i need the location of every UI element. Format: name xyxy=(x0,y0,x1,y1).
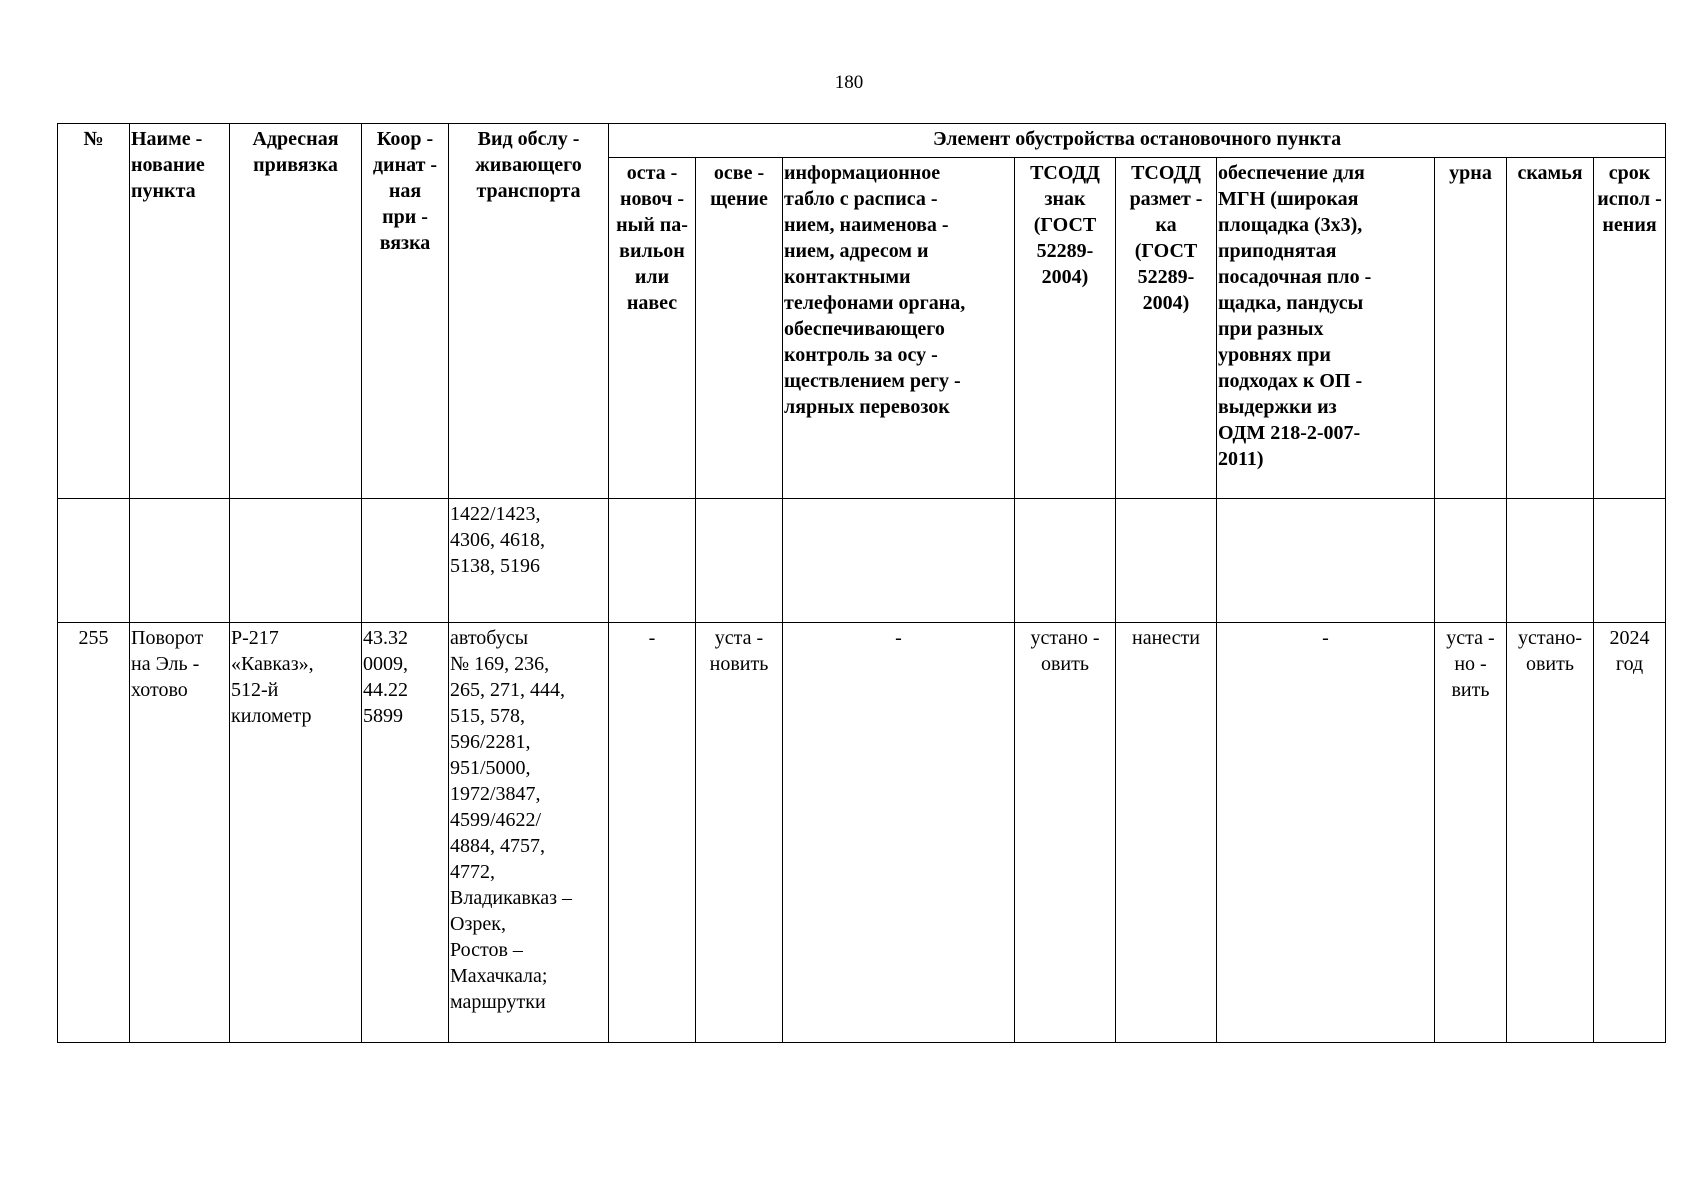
cell-mgn: - xyxy=(1217,623,1435,1043)
header-marking: ТСОДД размет - ка (ГОСТ 52289- 2004) xyxy=(1116,158,1217,499)
cell-marking: нанести xyxy=(1116,623,1217,1043)
cell-sign xyxy=(1015,499,1116,623)
cell-urn xyxy=(1435,499,1507,623)
cell-lighting xyxy=(696,499,783,623)
header-address: Адресная привязка xyxy=(230,124,362,499)
cell-transport: 1422/1423, 4306, 4618, 5138, 5196 xyxy=(449,499,609,623)
cell-marking xyxy=(1116,499,1217,623)
cell-deadline xyxy=(1594,499,1666,623)
cell-lighting: уста - новить xyxy=(696,623,783,1043)
cell-deadline: 2024 год xyxy=(1594,623,1666,1043)
cell-info-board: - xyxy=(783,623,1015,1043)
cell-bench: устано- овить xyxy=(1507,623,1594,1043)
cell-address: Р-217 «Кавказ», 512-й километр xyxy=(230,623,362,1043)
header-sign: ТСОДД знак (ГОСТ 52289- 2004) xyxy=(1015,158,1116,499)
header-no: № xyxy=(58,124,130,499)
header-transport: Вид обслу - живающего транспорта xyxy=(449,124,609,499)
cell-coords xyxy=(362,499,449,623)
cell-info-board xyxy=(783,499,1015,623)
header-lighting: осве - щение xyxy=(696,158,783,499)
cell-name xyxy=(130,499,230,623)
cell-address xyxy=(230,499,362,623)
header-mgn: обеспечение для МГН (широкая площадка (3х3), приподнятая посадочная пло - щадка, пандусы при разных уровнях при подходах к ОП - выдержки из ОДМ 218-2-007- 2011) xyxy=(1217,158,1435,499)
header-element-group: Элемент обустройства остановочного пункта xyxy=(609,124,1666,158)
cell-name: Поворот на Эль - хотово xyxy=(130,623,230,1043)
cell-urn: уста - но - вить xyxy=(1435,623,1507,1043)
header-row-1 xyxy=(58,124,1666,158)
cell-no: 255 xyxy=(58,623,130,1043)
header-bench: скамья xyxy=(1507,158,1594,499)
cell-sign: устано - овить xyxy=(1015,623,1116,1043)
table-row xyxy=(58,499,1666,623)
header-info-board: информационное табло с расписа - нием, наименова - нием, адресом и контактными телефонами органа, обеспечивающего контроль за осу - ществлением регу - лярных перевозок xyxy=(783,158,1015,499)
cell-no xyxy=(58,499,130,623)
page-number: 180 xyxy=(834,72,864,93)
header-name: Наиме - нование пункта xyxy=(130,124,230,499)
cell-coords: 43.32 0009, 44.22 5899 xyxy=(362,623,449,1043)
cell-pavilion: - xyxy=(609,623,696,1043)
header-urn: урна xyxy=(1435,158,1507,499)
cell-mgn xyxy=(1217,499,1435,623)
bus-stop-table xyxy=(57,123,1666,1043)
header-coords: Коор - динат - ная при - вязка xyxy=(362,124,449,499)
cell-bench xyxy=(1507,499,1594,623)
header-pavilion: оста - новоч - ный па- вильон или навес xyxy=(609,158,696,499)
table-row xyxy=(58,623,1666,1043)
header-deadline: срок испол - нения xyxy=(1594,158,1666,499)
cell-pavilion xyxy=(609,499,696,623)
cell-transport: автобусы № 169, 236, 265, 271, 444, 515, 578, 596/2281, 951/5000, 1972/3847, 4599/4622/ 4884, 4757, 4772, Владикавказ – Озрек, Ростов – Махачкала; маршрутки xyxy=(449,623,609,1043)
